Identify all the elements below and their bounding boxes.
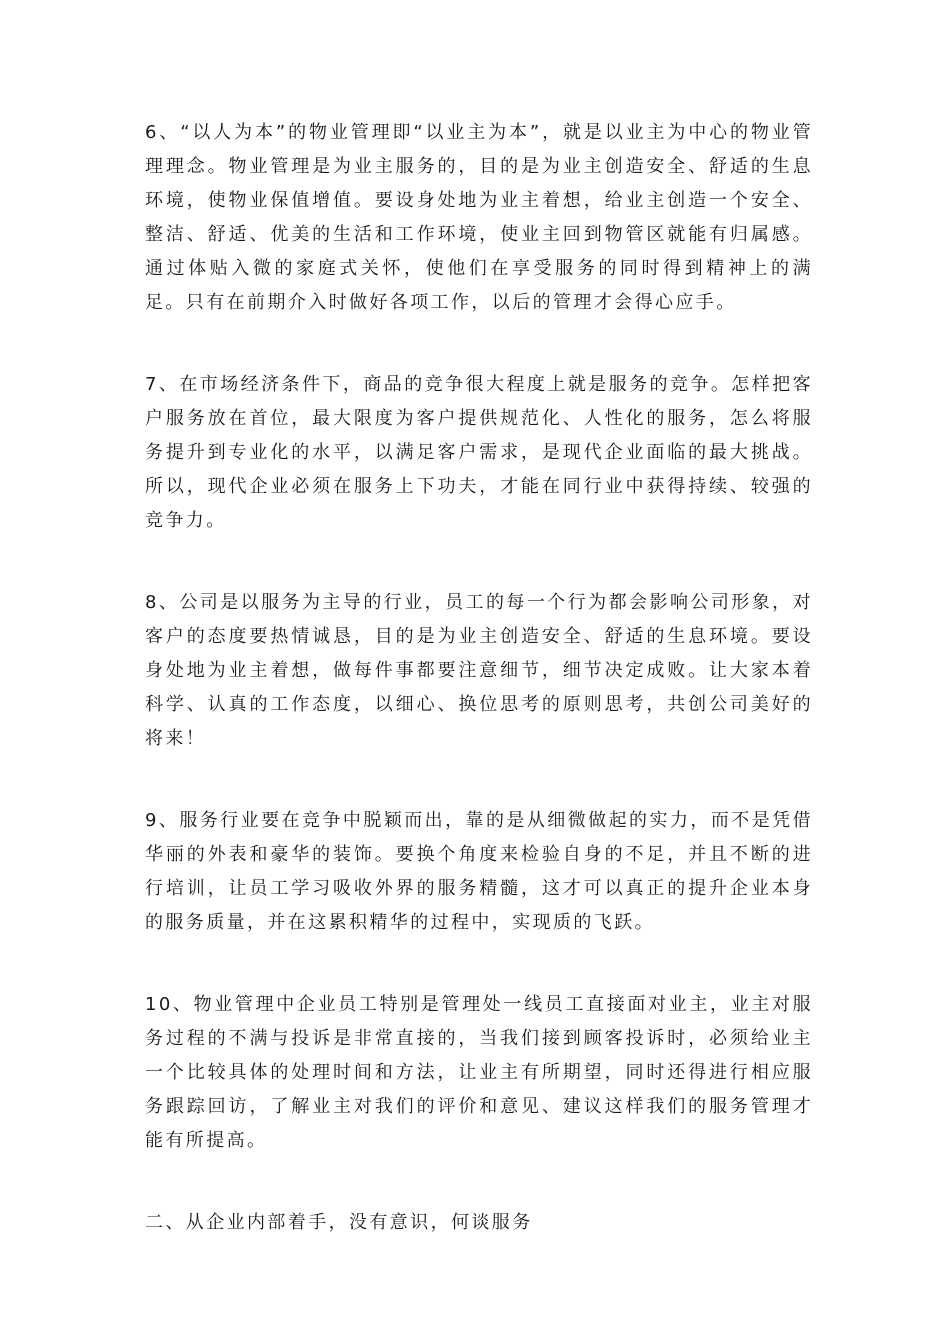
section-heading: 二、从企业内部着手，没有意识，何谈服务 — [145, 1212, 533, 1233]
document-body — [145, 116, 813, 1288]
paragraph-8: 8、公司是以服务为主导的行业，员工的每一个行为都会影响公司形象，对客户的态度要热情诚恳，目的是为业主创造安全、舒适的生息环境。要设身处地为业主着想，做每件事都要注意细节，细节决定成败。让大家本着科学、认真的工作态度，以细心、换位思考的原则思考，共创公司美好的将来！ — [145, 592, 813, 749]
paragraph-7: 7、在市场经济条件下，商品的竞争很大程度上就是服务的竞争。怎样把客户服务放在首位，最大限度为客户提供规范化、人性化的服务，怎么将服务提升到专业化的水平，以满足客户需求，是现代企业面临的最大挑战。所以，现代企业必须在服务上下功夫，才能在同行业中获得持续、较强的竞争力。 — [145, 374, 813, 531]
paragraph-6: 6、“以人为本”的物业管理即“以业主为本”，就是以业主为中心的物业管理理念。物业管理是为业主服务的，目的是为业主创造安全、舒适的生息环境，使物业保值增值。要设身处地为业主着想，给业主创造一个安全、整洁、舒适、优美的生活和工作环境，使业主回到物管区就能有归属感。通过体贴入微的家庭式关怀，使他们在享受服务的同时得到精神上的满足。只有在前期介入时做好各项工作，以后的管理才会得心应手。 — [145, 122, 813, 313]
paragraph-10: 10、物业管理中企业员工特别是管理处一线员工直接面对业主，业主对服务过程的不满与投诉是非常直接的，当我们接到顾客投诉时，必须给业主一个比较具体的处理时间和方法，让业主有所期望，同时还得进行相应服务跟踪回访，了解业主对我们的评价和意见、建议这样我们的服务管理才能有所提高。 — [145, 994, 813, 1151]
paragraph-9: 9、服务行业要在竞争中脱颖而出，靠的是从细微做起的实力，而不是凭借华丽的外表和豪华的装饰。要换个角度来检验自身的不足，并且不断的进行培训，让员工学习吸收外界的服务精髓，这才可以真正的提升企业本身的服务质量，并在这累积精华的过程中，实现质的飞跃。 — [145, 810, 813, 933]
